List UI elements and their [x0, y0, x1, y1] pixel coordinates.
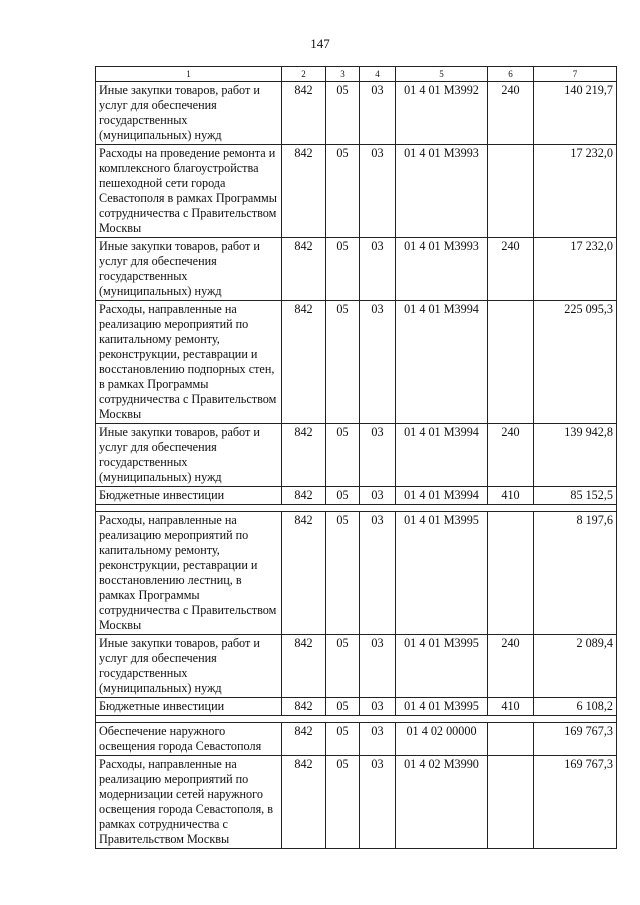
row-subsection-code: 03 [360, 238, 396, 301]
row-subsection-code: 03 [360, 487, 396, 505]
row-gap [96, 716, 617, 723]
row-section-code: 05 [326, 82, 360, 145]
row-subsection-code: 03 [360, 145, 396, 238]
row-target-article: 01 4 01 М3995 [396, 635, 488, 698]
row-section-code: 05 [326, 145, 360, 238]
row-expense-type [488, 756, 534, 849]
row-grbs-code: 842 [282, 698, 326, 716]
row-subsection-code: 03 [360, 82, 396, 145]
row-name: Бюджетные инвестиции [96, 698, 282, 716]
table-row [96, 723, 617, 756]
row-grbs-code: 842 [282, 635, 326, 698]
row-amount: 169 767,3 [534, 723, 617, 756]
row-expense-type: 240 [488, 424, 534, 487]
row-expense-type [488, 145, 534, 238]
column-header: 5 [396, 67, 488, 82]
row-expense-type: 240 [488, 82, 534, 145]
row-name: Бюджетные инвестиции [96, 487, 282, 505]
row-target-article: 01 4 01 М3994 [396, 424, 488, 487]
row-expense-type: 240 [488, 238, 534, 301]
row-section-code: 05 [326, 238, 360, 301]
row-subsection-code: 03 [360, 301, 396, 424]
row-amount: 17 232,0 [534, 238, 617, 301]
column-header: 2 [282, 67, 326, 82]
row-amount: 140 219,7 [534, 82, 617, 145]
table-row [96, 238, 617, 301]
row-name: Расходы, направленные на реализацию мероприятий по капитальному ремонту, реконструкции, реставрации и восстановлению лестниц, в рамках Программы сотрудничества с Правительством Москвы [96, 512, 282, 635]
row-grbs-code: 842 [282, 512, 326, 635]
row-section-code: 05 [326, 487, 360, 505]
row-amount: 17 232,0 [534, 145, 617, 238]
row-name: Расходы, направленные на реализацию мероприятий по модернизации сетей наружного освещения города Севастополя, в рамках сотрудничества с Правительством Москвы [96, 756, 282, 849]
row-expense-type: 410 [488, 487, 534, 505]
row-amount: 6 108,2 [534, 698, 617, 716]
row-section-code: 05 [326, 756, 360, 849]
row-section-code: 05 [326, 723, 360, 756]
row-target-article: 01 4 01 М3993 [396, 145, 488, 238]
row-gap-cell [96, 716, 617, 723]
row-expense-type: 410 [488, 698, 534, 716]
row-amount: 2 089,4 [534, 635, 617, 698]
table-row [96, 487, 617, 505]
row-expense-type [488, 301, 534, 424]
row-gap [96, 505, 617, 512]
row-name: Обеспечение наружного освещения города Севастополя [96, 723, 282, 756]
column-number-row [96, 67, 617, 82]
column-header: 4 [360, 67, 396, 82]
row-grbs-code: 842 [282, 238, 326, 301]
row-section-code: 05 [326, 512, 360, 635]
row-grbs-code: 842 [282, 82, 326, 145]
row-expense-type [488, 723, 534, 756]
row-name: Иные закупки товаров, работ и услуг для обеспечения государственных (муниципальных) нужд [96, 635, 282, 698]
table-row [96, 698, 617, 716]
row-amount: 8 197,6 [534, 512, 617, 635]
row-name: Иные закупки товаров, работ и услуг для обеспечения государственных (муниципальных) нужд [96, 424, 282, 487]
row-subsection-code: 03 [360, 723, 396, 756]
table-row [96, 424, 617, 487]
row-target-article: 01 4 02 00000 [396, 723, 488, 756]
row-target-article: 01 4 02 М3990 [396, 756, 488, 849]
row-grbs-code: 842 [282, 424, 326, 487]
table-row [96, 635, 617, 698]
row-name: Иные закупки товаров, работ и услуг для обеспечения государственных (муниципальных) нужд [96, 82, 282, 145]
row-section-code: 05 [326, 301, 360, 424]
page-number: 147 [310, 36, 330, 51]
table-row [96, 301, 617, 424]
row-name: Расходы на проведение ремонта и комплексного благоустройства пешеходной сети города Севастополя в рамках Программы сотрудничества с Правительством Москвы [96, 145, 282, 238]
table-row [96, 512, 617, 635]
row-subsection-code: 03 [360, 756, 396, 849]
row-target-article: 01 4 01 М3994 [396, 487, 488, 505]
row-name: Иные закупки товаров, работ и услуг для обеспечения государственных (муниципальных) нужд [96, 238, 282, 301]
row-section-code: 05 [326, 635, 360, 698]
row-grbs-code: 842 [282, 301, 326, 424]
row-target-article: 01 4 01 М3992 [396, 82, 488, 145]
row-target-article: 01 4 01 М3993 [396, 238, 488, 301]
row-subsection-code: 03 [360, 635, 396, 698]
row-subsection-code: 03 [360, 512, 396, 635]
column-header: 7 [534, 67, 617, 82]
row-subsection-code: 03 [360, 698, 396, 716]
column-header: 3 [326, 67, 360, 82]
row-subsection-code: 03 [360, 424, 396, 487]
row-section-code: 05 [326, 698, 360, 716]
row-target-article: 01 4 01 М3995 [396, 698, 488, 716]
row-grbs-code: 842 [282, 723, 326, 756]
row-amount: 225 095,3 [534, 301, 617, 424]
row-amount: 139 942,8 [534, 424, 617, 487]
row-expense-type [488, 512, 534, 635]
column-header: 1 [96, 67, 282, 82]
row-target-article: 01 4 01 М3995 [396, 512, 488, 635]
row-name: Расходы, направленные на реализацию мероприятий по капитальному ремонту, реконструкции, реставрации и восстановлению подпорных стен, в рамках Программы сотрудничества с Правительством Москвы [96, 301, 282, 424]
row-target-article: 01 4 01 М3994 [396, 301, 488, 424]
table-row [96, 145, 617, 238]
row-grbs-code: 842 [282, 487, 326, 505]
row-gap-cell [96, 505, 617, 512]
row-expense-type: 240 [488, 635, 534, 698]
row-amount: 169 767,3 [534, 756, 617, 849]
row-amount: 85 152,5 [534, 487, 617, 505]
table-row [96, 82, 617, 145]
row-section-code: 05 [326, 424, 360, 487]
column-header: 6 [488, 67, 534, 82]
budget-table [95, 66, 617, 849]
row-grbs-code: 842 [282, 756, 326, 849]
table-row [96, 756, 617, 849]
row-grbs-code: 842 [282, 145, 326, 238]
